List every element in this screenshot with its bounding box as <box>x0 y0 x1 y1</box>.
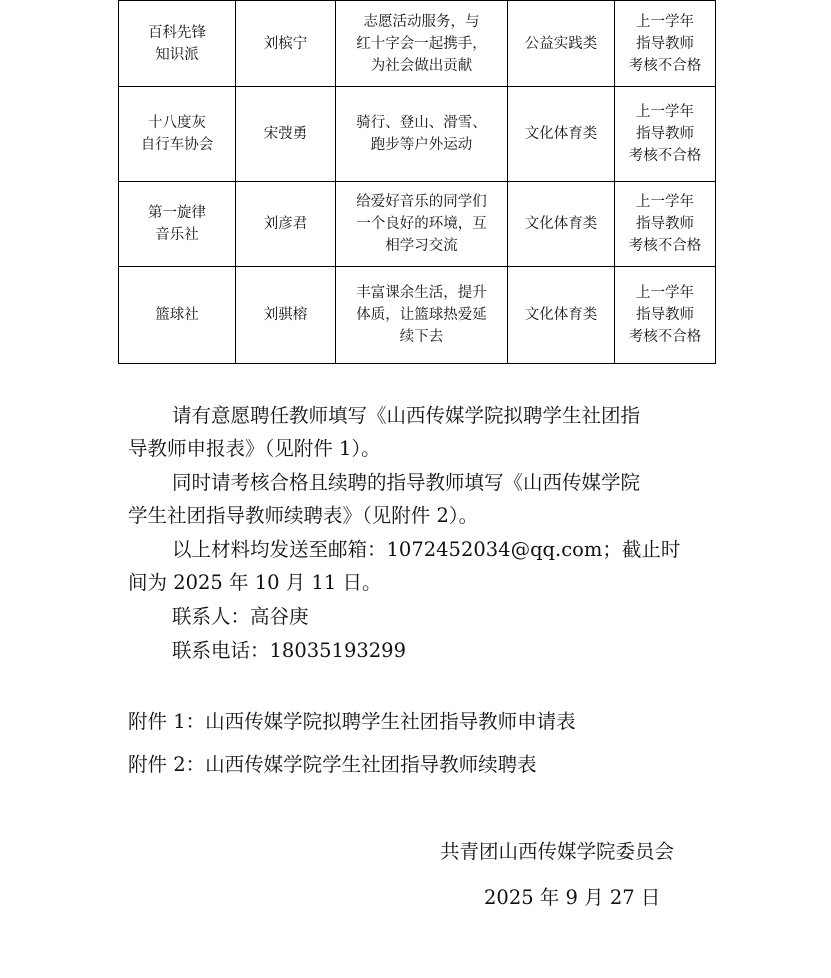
teacher-cell: 刘彦君 <box>236 182 336 267</box>
reason-cell: 上一学年 指导教师 考核不合格 <box>615 1 716 87</box>
category-cell: 文化体育类 <box>508 182 615 267</box>
club-name-cell: 篮球社 <box>119 267 236 364</box>
category-cell: 文化体育类 <box>508 87 615 182</box>
reason-cell: 上一学年 指导教师 考核不合格 <box>615 267 716 364</box>
club-name-cell: 百科先锋 知识派 <box>119 1 236 87</box>
reason-cell: 上一学年 指导教师 考核不合格 <box>615 87 716 182</box>
table-row <box>119 267 716 364</box>
contact-phone: 联系电话：18035193299 <box>172 639 406 662</box>
body-paragraph-2-line-1: 同时请考核合格且续聘的指导教师填写《山西传媒学院 <box>172 471 641 494</box>
attachment-1: 附件 1：山西传媒学院拟聘学生社团指导教师申请表 <box>128 710 576 733</box>
teacher-cell: 宋弢勇 <box>236 87 336 182</box>
body-paragraph-3-line-1: 以上材料均发送至邮箱：1072452034@qq.com；截止时 <box>172 538 681 561</box>
description-cell: 给爱好音乐的同学们 一个良好的环境，互 相学习交流 <box>336 182 508 267</box>
table-row <box>119 87 716 182</box>
club-name-cell: 十八度灰 自行车协会 <box>119 87 236 182</box>
signature-organization: 共青团山西传媒学院委员会 <box>440 840 675 863</box>
body-paragraph-2-line-2: 学生社团指导教师续聘表》（见附件 2）。 <box>128 504 479 527</box>
description-cell: 骑行、登山、滑雪、 跑步等户外运动 <box>336 87 508 182</box>
table-row <box>119 1 716 87</box>
reason-cell: 上一学年 指导教师 考核不合格 <box>615 182 716 267</box>
teacher-cell: 刘槟宁 <box>236 1 336 87</box>
body-paragraph-3-line-2: 间为 2025 年 10 月 11 日。 <box>128 571 382 594</box>
category-cell: 公益实践类 <box>508 1 615 87</box>
contact-person: 联系人：高谷庚 <box>172 605 309 628</box>
table-row <box>119 182 716 267</box>
category-cell: 文化体育类 <box>508 267 615 364</box>
attachment-2: 附件 2：山西传媒学院学生社团指导教师续聘表 <box>128 753 537 776</box>
body-paragraph-1-line-1: 请有意愿聘任教师填写《山西传媒学院拟聘学生社团指 <box>172 404 641 427</box>
teacher-cell: 刘骐榕 <box>236 267 336 364</box>
description-cell: 志愿活动服务，与 红十字会一起携手， 为社会做出贡献 <box>336 1 508 87</box>
signature-date: 2025 年 9 月 27 日 <box>484 886 661 909</box>
body-paragraph-1-line-2: 导教师申报表》（见附件 1）。 <box>128 437 381 460</box>
club-teacher-table <box>118 0 716 364</box>
club-name-cell: 第一旋律 音乐社 <box>119 182 236 267</box>
description-cell: 丰富课余生活，提升 体质，让篮球热爱延 续下去 <box>336 267 508 364</box>
